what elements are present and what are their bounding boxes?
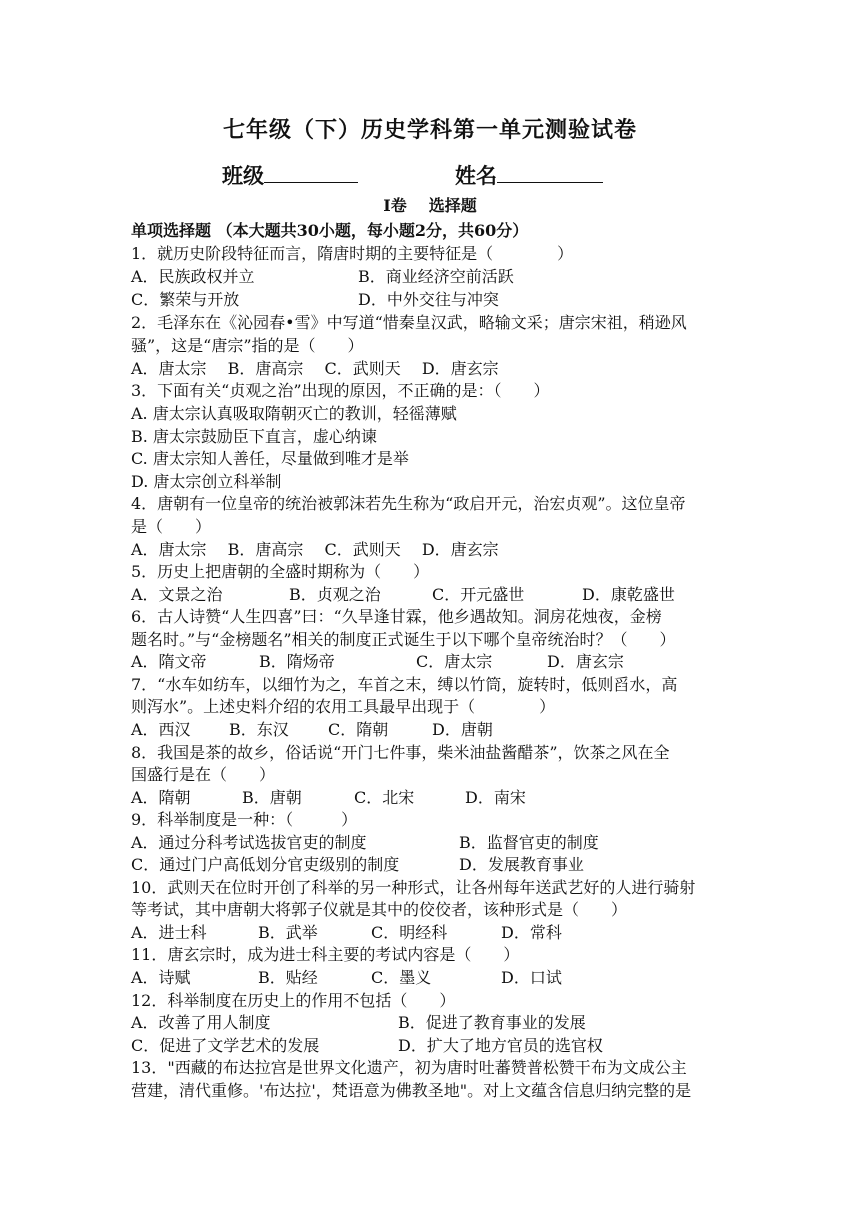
question-6-option-b: B．隋炀帝 — [259, 652, 335, 671]
question-9-option-a: A．通过分科考试选拔官吏的制度 — [131, 833, 367, 852]
section-instructions: 单项选择题 （本大题共30小题，每小题2分，共60分） — [131, 221, 529, 240]
question-10-option-c: C．明经科 — [371, 923, 448, 942]
question-11-option-b: B．贴经 — [258, 968, 318, 987]
question-7-option-c: C．隋朝 — [328, 720, 389, 739]
exam-title: 七年级（下）历史学科第一单元测验试卷 — [222, 117, 637, 143]
question-12-option-c: C．促进了文学艺术的发展 — [131, 1036, 320, 1055]
question-1-option-b: B．商业经济空前活跃 — [358, 267, 514, 286]
question-3-stem: 3．下面有关“贞观之治”出现的原因，不正确的是：（ ） — [131, 381, 550, 400]
question-10-option-a: A．进士科 — [131, 923, 207, 942]
class-label: 班级 — [222, 163, 264, 188]
question-13-stem-line2: 营建，清代重修。'布达拉'，梵语意为佛教圣地"。对上文蕴含信息归纳完整的是 — [131, 1081, 692, 1100]
question-6-stem-line1: 6．古人诗赞“人生四喜”曰：“久旱逢甘霖，他乡遇故知。洞房花烛夜，金榜 — [131, 607, 662, 626]
question-6-stem-line2: 题名时。”与“金榜题名”相关的制度正式诞生于以下哪个皇帝统治时？（ ） — [131, 630, 676, 649]
question-2-stem-line1: 2．毛泽东在《沁园春•雪》中写道“惜秦皇汉武，略输文采；唐宗宋祖，稍逊风 — [131, 313, 687, 332]
question-9-stem: 9．科举制度是一种：（ ） — [131, 810, 358, 829]
question-10-option-d: D．常科 — [501, 923, 562, 942]
question-9-option-b: B．监督官吏的制度 — [459, 833, 599, 852]
question-12-option-b: B．促进了教育事业的发展 — [398, 1013, 586, 1032]
question-3-option-c: C. 唐太宗知人善任，尽量做到唯才是举 — [131, 449, 409, 468]
question-9-option-c: C．通过门户高低划分官吏级别的制度 — [131, 855, 400, 874]
question-3-option-d: D. 唐太宗创立科举制 — [131, 472, 282, 491]
question-7-stem-line1: 7．“水车如纺车，以细竹为之，车首之末，缚以竹筒，旋转时，低则舀水，高 — [131, 675, 678, 694]
name-field — [455, 160, 603, 190]
question-12-option-d: D．扩大了地方官员的选官权 — [398, 1036, 603, 1055]
question-5-option-d: D．康乾盛世 — [582, 585, 675, 604]
name-label: 姓名 — [455, 163, 497, 188]
question-11-option-d: D．口试 — [501, 968, 562, 987]
question-1-option-a: A．民族政权并立 — [131, 267, 255, 286]
question-11-option-c: C．墨义 — [371, 968, 432, 987]
question-10-option-b: B．武举 — [258, 923, 318, 942]
question-3-option-b: B. 唐太宗鼓励臣下直言，虚心纳谏 — [131, 427, 377, 446]
question-8-option-b: B．唐朝 — [242, 788, 302, 807]
question-11-stem: 11．唐玄宗时，成为进士科主要的考试内容是（ ） — [131, 945, 520, 964]
question-4-stem-line2: 是（ ） — [131, 517, 212, 536]
question-8-option-d: D．南宋 — [465, 788, 526, 807]
question-12-stem: 12．科举制度在历史上的作用不包括（ ） — [131, 991, 456, 1010]
question-7-option-d: D．唐朝 — [432, 720, 493, 739]
question-5-option-c: C．开元盛世 — [432, 585, 525, 604]
question-7-option-b: B．东汉 — [229, 720, 289, 739]
class-blank — [264, 162, 358, 183]
question-4-options: A．唐太宗 B．唐高宗 C．武则天 D．唐玄宗 — [131, 540, 499, 559]
question-3-option-a: A. 唐太宗认真吸取隋朝灭亡的教训，轻徭薄赋 — [131, 404, 457, 423]
volume-label: Ⅰ卷 — [383, 196, 407, 215]
question-1-option-d: D．中外交往与冲突 — [358, 290, 499, 309]
question-2-stem-line2: 骚”，这是“唐宗”指的是（ ） — [131, 336, 364, 355]
question-8-option-a: A．隋朝 — [131, 788, 191, 807]
question-12-option-a: A．改善了用人制度 — [131, 1013, 271, 1032]
question-1-option-c: C．繁荣与开放 — [131, 290, 240, 309]
question-8-stem-line2: 国盛行是在（ ） — [131, 765, 276, 784]
question-6-option-d: D．唐玄宗 — [547, 652, 624, 671]
section-type: 选择题 — [428, 196, 477, 215]
question-4-stem-line1: 4．唐朝有一位皇帝的统治被郭沫若先生称为“政启开元，治宏贞观”。这位皇帝 — [131, 494, 686, 513]
question-6-option-c: C．唐太宗 — [416, 652, 493, 671]
question-1-stem: 1．就历史阶段特征而言，隋唐时期的主要特征是（ ） — [131, 244, 574, 263]
question-5-stem: 5．历史上把唐朝的全盛时期称为（ ） — [131, 562, 430, 581]
question-5-option-b: B．贞观之治 — [289, 585, 381, 604]
question-7-option-a: A．西汉 — [131, 720, 191, 739]
section-heading — [0, 193, 860, 216]
name-blank — [497, 162, 603, 183]
question-2-options: A．唐太宗 B．唐高宗 C．武则天 D．唐玄宗 — [131, 359, 499, 378]
question-5-option-a: A．文景之治 — [131, 585, 223, 604]
question-9-option-d: D．发展教育事业 — [459, 855, 584, 874]
question-8-stem-line1: 8．我国是茶的故乡，俗话说“开门七件事，柴米油盐酱醋茶”，饮茶之风在全 — [131, 743, 670, 762]
question-6-option-a: A．隋文帝 — [131, 652, 207, 671]
question-13-stem-line1: 13．"西藏的布达拉宫是世界文化遗产，初为唐时吐蕃赞普松赞干布为文成公主 — [131, 1058, 687, 1077]
question-11-option-a: A．诗赋 — [131, 968, 191, 987]
question-7-stem-line2: 则泻水”。上述史料介绍的农用工具最早出现于（ ） — [131, 697, 556, 716]
question-8-option-c: C．北宋 — [354, 788, 415, 807]
question-10-stem-line1: 10．武则天在位时开创了科举的另一种形式，让各州每年送武艺好的人进行骑射 — [131, 878, 696, 897]
question-10-stem-line2: 等考试，其中唐朝大将郭子仪就是其中的佼佼者，该种形式是（ ） — [131, 900, 628, 919]
class-field — [222, 160, 358, 190]
